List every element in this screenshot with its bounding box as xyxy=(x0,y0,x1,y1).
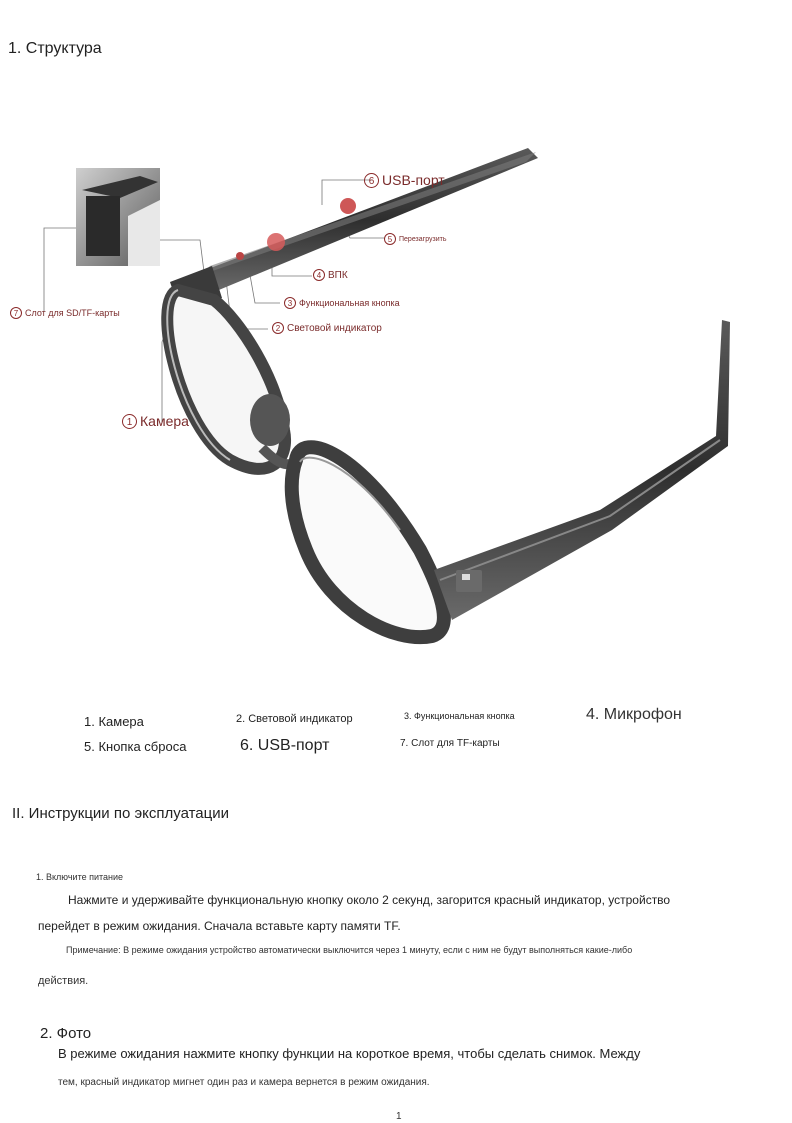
callout-number: 3 xyxy=(284,297,296,309)
callout-label: Камера xyxy=(140,413,189,429)
legend-item-tf-slot: 7. Слот для TF-карты xyxy=(400,738,500,749)
power-on-line-2: перейдет в режим ожидания. Сначала вставьте карту памяти TF. xyxy=(38,919,401,933)
callout-label: Слот для SD/TF-карты xyxy=(25,308,120,318)
callout-camera xyxy=(122,413,189,429)
callout-number: 6 xyxy=(364,173,379,188)
glasses-illustration xyxy=(0,130,792,690)
callout-reset xyxy=(384,233,447,245)
sd-slot-closeup-inset xyxy=(76,168,160,266)
callout-label: Функциональная кнопка xyxy=(299,298,400,308)
power-on-line-1: Нажмите и удерживайте функциональную кнопку около 2 секунд, загорится красный индикатор, устройство xyxy=(68,893,671,907)
callout-function-button xyxy=(284,297,400,309)
power-on-note-line-1: Примечание: В режиме ожидания устройство автоматически выключится через 1 минуту, если с ним не будут выполняться какие-либо xyxy=(66,945,633,955)
photo-line-2: тем, красный индикатор мигнет один раз и камера вернется в режим ожидания. xyxy=(58,1077,430,1088)
legend-item-microphone: 4. Микрофон xyxy=(586,706,682,723)
photo-heading: 2. Фото xyxy=(40,1025,92,1042)
legend-item-camera: 1. Камера xyxy=(84,714,144,729)
section-structure-title: 1. Структура xyxy=(8,40,102,57)
section-instructions-title: II. Инструкции по эксплуатации xyxy=(12,805,229,822)
legend-item-usb-port: 6. USB-порт xyxy=(240,737,330,754)
legend-item-reset-button: 5. Кнопка сброса xyxy=(84,739,187,754)
callout-number: 2 xyxy=(272,322,284,334)
power-on-heading: 1. Включите питание xyxy=(36,872,124,882)
legend-item-light-indicator: 2. Световой индикатор xyxy=(236,713,353,725)
callout-sd-slot xyxy=(10,307,120,319)
callout-label: USB-порт xyxy=(382,172,445,188)
callout-usb-port xyxy=(364,172,445,188)
callout-vpk xyxy=(313,269,348,281)
callout-label: Световой индикатор xyxy=(287,322,382,334)
callout-number: 5 xyxy=(384,233,396,245)
page-number: 1 xyxy=(396,1111,402,1122)
callout-light-indicator xyxy=(272,322,382,334)
power-on-note-line-2: действия. xyxy=(38,975,89,987)
photo-line-1: В режиме ожидания нажмите кнопку функции на короткое время, чтобы сделать снимок. Между xyxy=(58,1046,641,1061)
callout-label: Перезагрузить xyxy=(399,235,447,243)
callout-number: 7 xyxy=(10,307,22,319)
callout-number: 4 xyxy=(313,269,325,281)
legend-item-function-button: 3. Функциональная кнопка xyxy=(404,711,515,721)
callout-label: ВПК xyxy=(328,269,348,281)
callout-number: 1 xyxy=(122,414,137,429)
